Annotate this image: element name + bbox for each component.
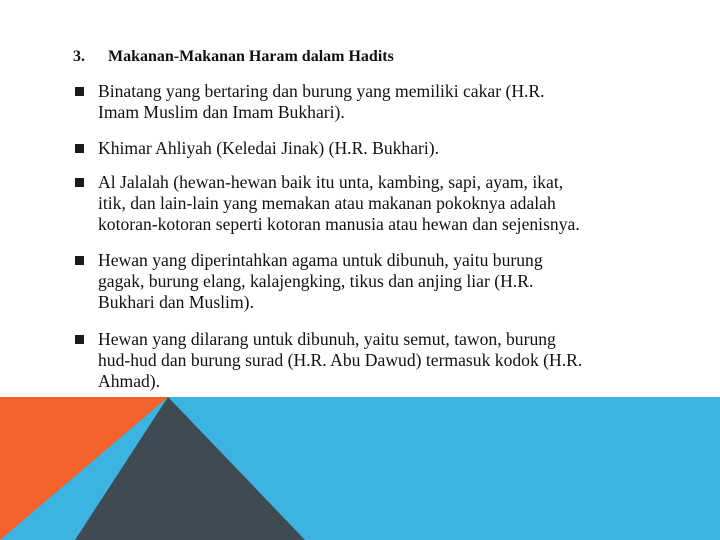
slide-heading	[73, 46, 394, 68]
bullet-text: Khimar Ahliyah (Keledai Jinak) (H.R. Bukhari).	[98, 138, 440, 158]
bullet-text: Binatang yang bertaring dan burung yang memiliki cakar (H.R. Imam Muslim dan Imam Bukhari).	[98, 81, 545, 122]
bullet-text: Hewan yang dilarang untuk dibunuh, yaitu semut, tawon, burung hud-hud dan burung surad (H.R. Abu Dawud) termasuk kodok (H.R. Ahmad).	[98, 329, 583, 391]
square-bullet-icon	[75, 87, 84, 96]
heading-title: Makanan-Makanan Haram dalam Hadits	[108, 48, 394, 65]
bullet-text: Al Jalalah (hewan-hewan baik itu unta, kambing, sapi, ayam, ikat, itik, dan lain-lain yang memakan atau makanan pokoknya adalah kotoran-kotoran seperti kotoran manusia atau hewan dan sejenisnya.	[98, 172, 580, 234]
square-bullet-icon	[75, 178, 84, 187]
square-bullet-icon	[75, 144, 84, 153]
bullet-text: Hewan yang diperintahkan agama untuk dibunuh, yaitu burung gagak, burung elang, kalajengking, tikus dan anjing liar (H.R. Bukhari dan Muslim).	[98, 250, 543, 312]
square-bullet-icon	[75, 256, 84, 265]
square-bullet-icon	[75, 335, 84, 344]
heading-number: 3.	[73, 48, 85, 65]
